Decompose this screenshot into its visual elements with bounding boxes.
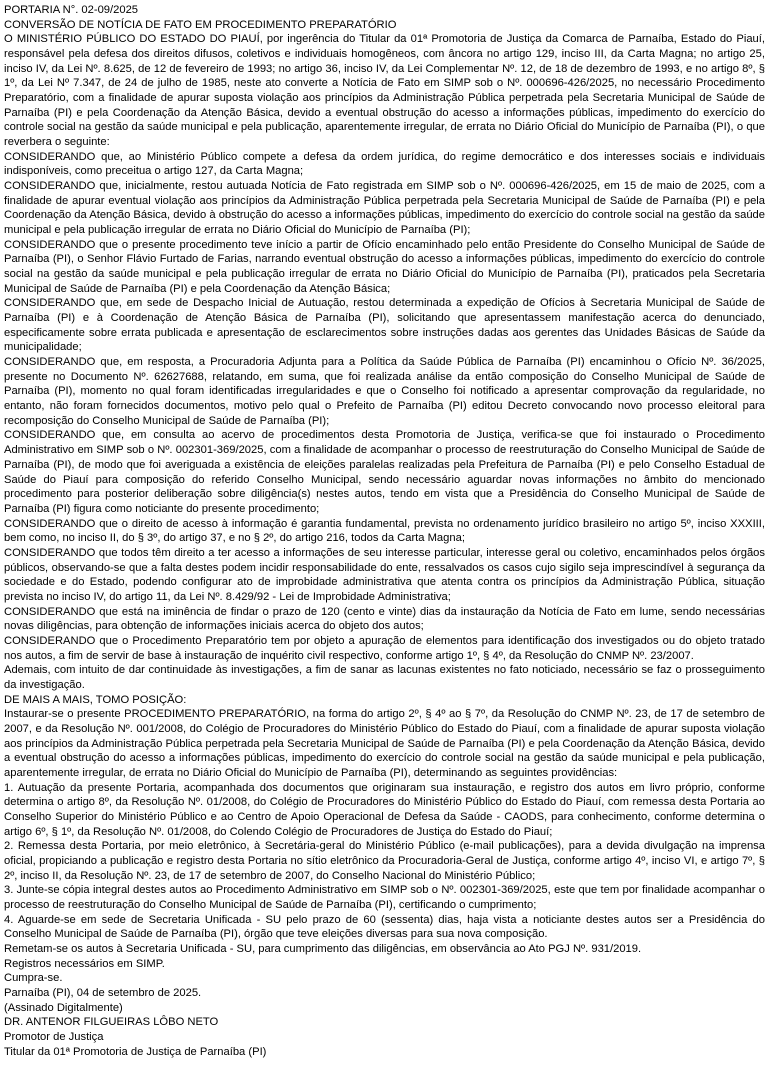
paragraph-considerando-4: CONSIDERANDO que, em sede de Despacho Inicial de Autuação, restou determinada a expedição de Ofícios à Secretaria Municipal de Saúde de Parnaíba (PI) e à Coordenação de Atenção Básica de Parnaíba (PI), solicitando que apresentassem manifestação acerca do denunciado, especificamente sobre errata publicada e apresentação de esclarecimentos sobre instruções dadas aos gerentes das Unidades Básicas de Saúde da municipalidade;: [4, 297, 765, 354]
paragraph-ademais: Ademais, com intuito de dar continuidade às investigações, a fim de sanar as lacunas existentes no fato noticiado, necessário se faz o prosseguimento da investigação.: [4, 664, 765, 691]
paragraph-considerando-5: CONSIDERANDO que, em resposta, a Procuradoria Adjunta para a Política da Saúde Pública de Parnaíba (PI) encaminhou o Ofício Nº. 36/2025, presente no Documento Nº. 62627688, relatando, em suma, que foi realizada análise da então composição do Conselho Municipal de Saúde de Parnaíba (PI), momento no qual foram identificadas irregularidades e que o Conselho foi notificado a apresentar comprovação da regularidade, no entanto, não foram fornecidos documentos, motivo pelo qual o Prefeito de Parnaíba (PI) editou Decreto convocando novo processo eleitoral para recomposição do Conselho Municipal de Saúde de Parnaíba (PI);: [4, 356, 765, 427]
paragraph-considerando-10: CONSIDERANDO que o Procedimento Preparatório tem por objeto a apuração de elementos para identificação dos investigados ou do objeto tratado nos autos, a fim de servir de base à instauração de inquérito civil respectivo, conforme artigo 1º, § 4º, da Resolução do CNMP Nº. 23/2007.: [4, 634, 765, 662]
paragraph-considerando-2: CONSIDERANDO que, inicialmente, restou autuada Notícia de Fato registrada em SIMP sob o Nº. 000696-426/2025, em 15 de maio de 2025, com a finalidade de apurar eventual violação aos princípios da Administração Pública perpetrada pela Secretaria Municipal de Saúde de Parnaíba (PI) e pela Coordenação da Atenção Básica, devido à obstrução do acesso a informações públicas, impedimento do exercício do controle social na gestão da saúde municipal e pela publicação irregular de errata no Diário Oficial do Município de Parnaíba (PI);: [4, 180, 765, 237]
paragraph-instauracao: Instaurar-se o presente PROCEDIMENTO PREPARATÓRIO, na forma do artigo 2º, § 4º ao § 7º, da Resolução do CNMP Nº. 23, de 17 de setembro de 2007, e da Resolução Nº. 001/2008, do Colégio de Procuradores do Ministério Público do Estado do Piauí, com a finalidade de apurar suposta violação aos princípios da Administração Pública perpetrada pela Secretaria Municipal de Saúde de Parnaíba (PI) e pela Coordenação da Atenção Básica, devido a eventual obstrução do acesso a informações públicas, impedimento do exercício do controle social na gestão da saúde municipal e pela publicação, aparentemente irregular, de errata no Diário Oficial do Município de Parnaíba (PI), determinando as seguintes providências:: [4, 708, 765, 779]
signatory-title: Titular da 01ª Promotoria de Justiça de Parnaíba (PI): [4, 1045, 267, 1058]
paragraph-considerando-6: CONSIDERANDO que, em consulta ao acervo de procedimentos desta Promotoria de Justiça, verifica-se que foi instaurado o Procedimento Administrativo em SIMP sob o Nº. 002301-369/2025, com a finalidade de acompanhar o processo de reestruturação do Conselho Municipal de Saúde de Parnaíba (PI), de modo que foi averiguada a existência de eleições paralelas realizadas pela Prefeitura de Parnaíba (PI) e pelo Conselho Estadual de Saúde do Piauí para composição do referido Conselho Municipal, sendo necessário aguardar novas informações no âmbito do mencionado procedimento para posterior deliberação sobre diligência(s) nestes autos, tendo em vista que a Presidência do Conselho Municipal de Saúde de Parnaíba (PI) figura como noticiante do presente procedimento;: [4, 429, 765, 515]
paragraph-considerando-3: CONSIDERANDO que o presente procedimento teve início a partir de Ofício encaminhado pelo então Presidente do Conselho Municipal de Saúde de Parnaíba (PI), o Senhor Flávio Furtado de Farias, narrando eventual obstrução do acesso a informações públicas, impedimento do exercício do controle social na gestão da saúde municipal e pela publicação irregular de errata no Diário Oficial do Município de Parnaíba (PI), praticados pela Secretaria Municipal de Saúde de Parnaíba (PI) e pela Coordenação da Atenção Básica;: [4, 238, 765, 295]
providencia-item-4: 4. Aguarde-se em sede de Secretaria Unificada - SU pelo prazo de 60 (sessenta) dias, haja vista a noticiante destes autos ser a Presidência do Conselho Municipal de Saúde de Parnaíba (PI), órgão que teve eleições diversas para sua nova composição.: [4, 913, 765, 941]
paragraph-tomo-posicao: DE MAIS A MAIS, TOMO POSIÇÃO:: [4, 693, 187, 706]
signatory-role: Promotor de Justiça: [4, 1031, 104, 1044]
signatory-name: DR. ANTENOR FILGUEIRAS LÔBO NETO: [4, 1016, 219, 1029]
document-body: [4, 3, 765, 1059]
paragraph-registros: Registros necessários em SIMP.: [4, 957, 165, 970]
paragraph-remessa-su: Remetam-se os autos à Secretaria Unificada - SU, para cumprimento das diligências, em observância ao Ato PGJ Nº. 931/2019.: [4, 943, 642, 955]
providencia-item-3: 3. Junte-se cópia integral destes autos ao Procedimento Administrativo em SIMP sob o Nº. 002301-369/2025, este que tem por finalidade acompanhar o processo de reestruturação do Conselho Municipal de Saúde de Parnaíba (PI), certificando o cumprimento;: [4, 884, 765, 911]
paragraph-local-data: Parnaíba (PI), 04 de setembro de 2025.: [4, 987, 202, 1000]
paragraph-cumpra-se: Cumpra-se.: [4, 972, 63, 985]
providencia-item-1: 1. Autuação da presente Portaria, acompanhada dos documentos que originaram sua instauração, e registro dos autos em livro próprio, conforme determina o artigo 8º, da Resolução Nº. 01/2008, do Colégio de Procuradores do Ministério Público do Estado do Piauí, com remessa desta Portaria ao Conselho Superior do Ministério Público e ao Centro de Apoio Operacional de Defesa da Saúde - CAODS, para conhecimento, conforme determina o artigo 6º, § 1º, da Resolução Nº. 01/2008, do Colendo Colégio de Procuradores de Justiça do Estado do Piauí;: [4, 781, 765, 838]
paragraph-considerando-1: CONSIDERANDO que, ao Ministério Público compete a defesa da ordem jurídica, do regime democrático e dos interesses sociais e individuais indisponíveis, como preceitua o artigo 127, da Carta Magna;: [4, 150, 765, 178]
paragraph-considerando-9: CONSIDERANDO que está na iminência de findar o prazo de 120 (cento e vinte) dias da instauração da Notícia de Fato em lume, sendo necessárias novas diligências, para obtenção de informações iniciais acerca do objeto dos autos;: [4, 605, 765, 633]
signature-note: (Assinado Digitalmente): [4, 1001, 123, 1014]
paragraph-considerando-8: CONSIDERANDO que todos têm direito a ter acesso a informações de seu interesse particular, interesse geral ou coletivo, encaminhados pelos órgãos públicos, observando-se que a falta destes podem incidir responsabilidade do ente, ressalvados os casos cujo sigilo seja imprescindível à segurança da sociedade e do Estado, podendo configurar ato de improbidade administrativa que atenta contra os princípios da Administração Pública, situação prevista no inciso IV, do artigo 11, da Lei Nº. 8.429/92 - Lei de Improbidade Administrativa;: [4, 546, 765, 603]
providencia-item-2: 2. Remessa desta Portaria, por meio eletrônico, à Secretária-geral do Ministério Público (e-mail publicações), para a devida divulgação na imprensa oficial, propiciando a publicação e registro desta Portaria no sítio eletrônico da Procuradoria-Geral de Justiça, conforme artigo 4º, inciso VI, e artigo 7º, § 2º, inciso II, da Resolução Nº. 23, de 17 de setembro de 2007, do Conselho Nacional do Ministério Público;: [4, 840, 765, 882]
paragraph-opening: O MINISTÉRIO PÚBLICO DO ESTADO DO PIAUÍ, por ingerência do Titular da 01ª Promotoria de Justiça da Comarca de Parnaíba, Estado do Piauí, responsável pela defesa dos direitos difusos, coletivos e individuais homogêneos, com âncora no artigo 129, inciso III, da Carta Magna; no artigo 25, inciso IV, da Lei Nº. 8.625, de 12 de fevereiro de 1993; no artigo 36, inciso IV, da Lei Complementar Nº. 12, de 18 de dezembro de 1993, e no artigo 8º, § 1º, da Lei Nº 7.347, de 24 de julho de 1985, neste ato converte a Notícia de Fato em SIMP sob o Nº. 000696-426/2025, no necessário Procedimento Preparatório, com a finalidade de apurar suposta violação aos princípios da Administração Pública perpetrada pela Secretaria Municipal de Saúde de Parnaíba (PI) e pela Coordenação da Atenção Básica, devido a eventual obstrução do acesso a informações públicas, impedimento do exercício do controle social na gestão da saúde municipal e pela publicação, aparentemente irregular, de errata no Diário Oficial do Município de Parnaíba (PI), o que reverbera o seguinte:: [4, 33, 765, 149]
portaria-number: PORTARIA N°. 02-09/2025: [4, 4, 139, 16]
document-title: CONVERSÃO DE NOTÍCIA DE FATO EM PROCEDIMENTO PREPARATÓRIO: [4, 18, 397, 31]
paragraph-considerando-7: CONSIDERANDO que o direito de acesso à informação é garantia fundamental, prevista no ordenamento jurídico brasileiro no artigo 5º, inciso XXXIII, bem como, no inciso II, do § 3º, do artigo 37, e no § 2º, do artigo 216, todos da Carta Magna;: [4, 517, 765, 545]
